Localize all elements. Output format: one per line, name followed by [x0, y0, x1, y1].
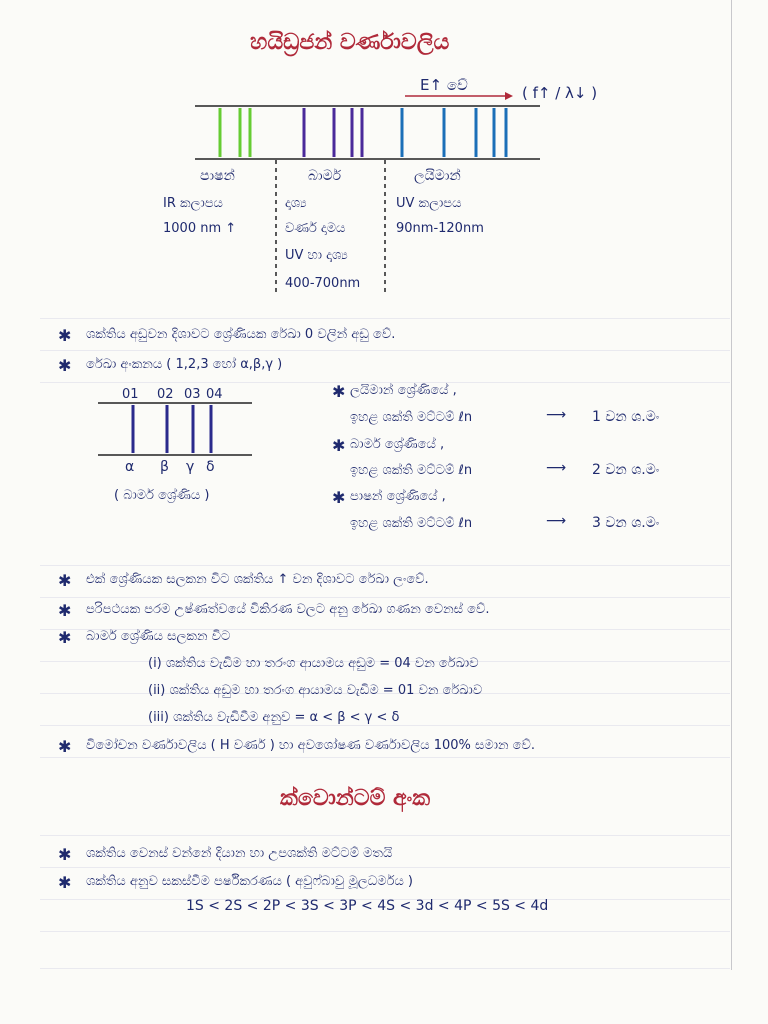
level-arrow: ⟶ [546, 460, 567, 476]
level-target: 3 වන ශ.මං [592, 515, 660, 531]
level-target: 2 වන ශ.මං [592, 462, 660, 478]
level-series: බාමර් ශ්‍රේණියේ , [350, 437, 445, 452]
bullet-star-icon: ✱ [332, 436, 346, 455]
balmer-line-number: 04 [206, 387, 223, 402]
level-arrow: ⟶ [546, 407, 567, 423]
balmer-desc: වර්ණ දාමය [285, 221, 346, 236]
level-series: ලයිමාන් ශ්‍රේණියේ , [350, 383, 457, 398]
lyman-region: UV කලාපය [396, 196, 462, 211]
ruling-line [40, 757, 730, 758]
point-text: රේඛා අංකනය ( 1,2,3 හෝ α,β,γ ) [86, 357, 283, 372]
point-text: ශක්තිය අනුව සකස්වීම පර්ෂිකරණය ( අවුෆ්බාවු මූලධර්මය ) [86, 874, 414, 889]
balmer-line-number: 02 [157, 387, 174, 402]
bullet-star-icon: ✱ [58, 326, 72, 345]
bullet-star-icon: ✱ [58, 601, 72, 620]
balmer-greek-label: α [125, 459, 135, 475]
bullet-star-icon: ✱ [332, 382, 346, 401]
lyman-range: 90nm-120nm [396, 221, 484, 236]
balmer-region: දෘශ්‍ය [285, 196, 307, 211]
paschen-range: 1000 nm ↑ [163, 221, 237, 236]
paschen-region: IR කලාපය [163, 196, 223, 211]
point-text: විමෝචන වර්ණාවලිය ( H වර්ණ ) හා අවශෝෂණ වර්ණාවලිය 100% සමාන වේ. [86, 738, 535, 753]
balmer-line-number: 03 [184, 387, 201, 402]
point-text: එක් ශ්‍රේණියක සලකන විට ශක්තිය ↑ වන දිශාවට රේඛා ලංවේ. [86, 572, 429, 587]
level-desc: ඉහළ ශක්ති මට්ටම් ℓn [350, 463, 473, 478]
bullet-star-icon: ✱ [58, 356, 72, 375]
series-name-balmer: බාමර් [308, 168, 342, 184]
bullet-star-icon: ✱ [58, 845, 72, 864]
orbital-energy-order: 1S < 2S < 2P < 3S < 3P < 4S < 3d < 4P < 5S < 4d [186, 898, 549, 914]
bullet-star-icon: ✱ [58, 737, 72, 756]
point-text: ශක්තිය අඩුවන දිශාවට ශ්‍රේණියක රේඛා 0 වලින් අඩු වේ. [86, 327, 396, 342]
bullet-star-icon: ✱ [58, 873, 72, 892]
ruling-line [40, 835, 730, 836]
level-desc: ඉහළ ශක්ති මට්ටම් ℓn [350, 516, 473, 531]
level-target: 1 වන ශ.මං [592, 409, 660, 425]
sub-point-text: (ii) ශක්තිය අඩුම හා තරංග ආයාමය වැඩිම = 01 වන රේඛාව [148, 683, 483, 698]
level-series: පාෂන් ශ්‍රේණියේ , [350, 489, 446, 504]
balmer-greek-label: β [160, 459, 169, 475]
ruling-line [40, 867, 730, 868]
point-text: ශක්තිය වෙනස් වන්නේ දියාන හා උපශක්ති මට්ටම් මතයි [86, 846, 393, 861]
energy-arrow-label: E↑ වේ [420, 76, 468, 94]
section-title-quantum-numbers: ක්වොන්ටම් අංක [280, 786, 431, 811]
balmer-region-2: UV හා දෘශ්‍ය [285, 248, 348, 263]
sub-point-text: (iii) ශක්තිය වැඩිවීම අනුව = α < β < γ < δ [148, 710, 400, 725]
point-text: පරිපථයක පරම උෂ්ණත්වයේ විකිරණ වලට අනු රේඛා ගණන වෙනස් වේ. [86, 602, 490, 617]
series-name-paschen: පාෂන් [200, 168, 235, 184]
balmer-range: 400-700nm [285, 276, 361, 291]
point-text: බාමර් ශ්‍රේණිය සලකන විට [86, 629, 231, 644]
level-arrow: ⟶ [546, 513, 567, 529]
balmer-line-number: 01 [122, 387, 139, 402]
series-name-lyman: ලයිමාන් [414, 168, 461, 184]
bullet-star-icon: ✱ [58, 628, 72, 647]
bullet-star-icon: ✱ [58, 571, 72, 590]
ruling-line [40, 725, 730, 726]
level-desc: ඉහළ ශක්ති මට්ටම් ℓn [350, 410, 473, 425]
ruling-line [40, 931, 730, 932]
ruling-line [40, 565, 730, 566]
ruling-line [40, 968, 730, 969]
balmer-greek-label: δ [206, 459, 215, 475]
balmer-caption: ( බාමර් ශ්‍රේණිය ) [114, 488, 210, 503]
sub-point-text: (i) ශක්තිය වැඩිම හා තරංග ආයාමය අඩුම = 04 වන රේඛාව [148, 656, 479, 671]
page-title: හයිඩ්‍රජන් වර්ණාවලිය [250, 30, 450, 55]
ruling-line [40, 597, 730, 598]
bullet-star-icon: ✱ [332, 488, 346, 507]
balmer-greek-label: γ [186, 459, 195, 475]
energy-note: ( f↑ / λ↓ ) [522, 84, 598, 102]
